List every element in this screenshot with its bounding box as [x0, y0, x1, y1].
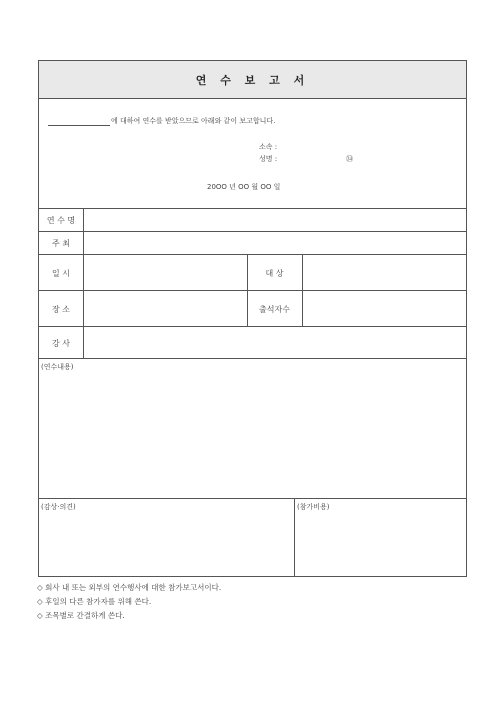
target-field[interactable] — [303, 255, 466, 290]
column-divider — [247, 254, 248, 326]
notes — [37, 582, 221, 624]
cost-label: (참가비용) — [297, 503, 330, 511]
course-name-label: 연 수 명 — [46, 216, 76, 225]
divider — [39, 358, 466, 359]
seal-mark: ㉞ — [346, 155, 353, 163]
instructor-label: 강 사 — [52, 339, 70, 348]
title-bar — [39, 61, 466, 99]
venue-field[interactable] — [84, 291, 247, 326]
attendees-field[interactable] — [303, 291, 466, 326]
target-label: 대 상 — [265, 269, 284, 278]
note-item: ◇ 후일의 다른 참가자를 위해 쓴다. — [37, 597, 152, 606]
form-title: 연 수 보 고 서 — [195, 74, 310, 87]
datetime-label: 일 시 — [52, 269, 70, 278]
cost-area[interactable] — [295, 513, 466, 576]
course-name-field[interactable] — [84, 209, 466, 231]
intro-text: 에 대하여 연수를 받았으므로 아래와 같이 보고합니다. — [111, 117, 276, 125]
note-item: ◇ 회사 내 또는 외부의 연수행사에 대한 참가보고서이다. — [37, 583, 222, 592]
datetime-field[interactable] — [84, 255, 247, 290]
impression-label: (감상·의견) — [41, 503, 76, 511]
instructor-field[interactable] — [84, 327, 466, 358]
topic-blank-line — [48, 116, 110, 126]
content-label: (연수내용) — [41, 363, 74, 371]
organizer-label: 주 최 — [52, 239, 70, 248]
date-text: 20OO 년 OO 월 OO 일 — [207, 183, 281, 191]
divider — [39, 498, 466, 499]
note-item: ◇ 조목별로 간결하게 쓴다. — [37, 611, 125, 620]
venue-label: 장 소 — [52, 305, 70, 314]
organizer-field[interactable] — [84, 232, 466, 254]
affiliation-label: 소속 : — [259, 143, 278, 151]
content-area[interactable] — [39, 373, 466, 497]
name-label: 성명 : — [259, 155, 278, 163]
impression-area[interactable] — [39, 513, 294, 576]
attendees-label: 출석자수 — [259, 305, 290, 314]
report-form — [38, 60, 467, 577]
